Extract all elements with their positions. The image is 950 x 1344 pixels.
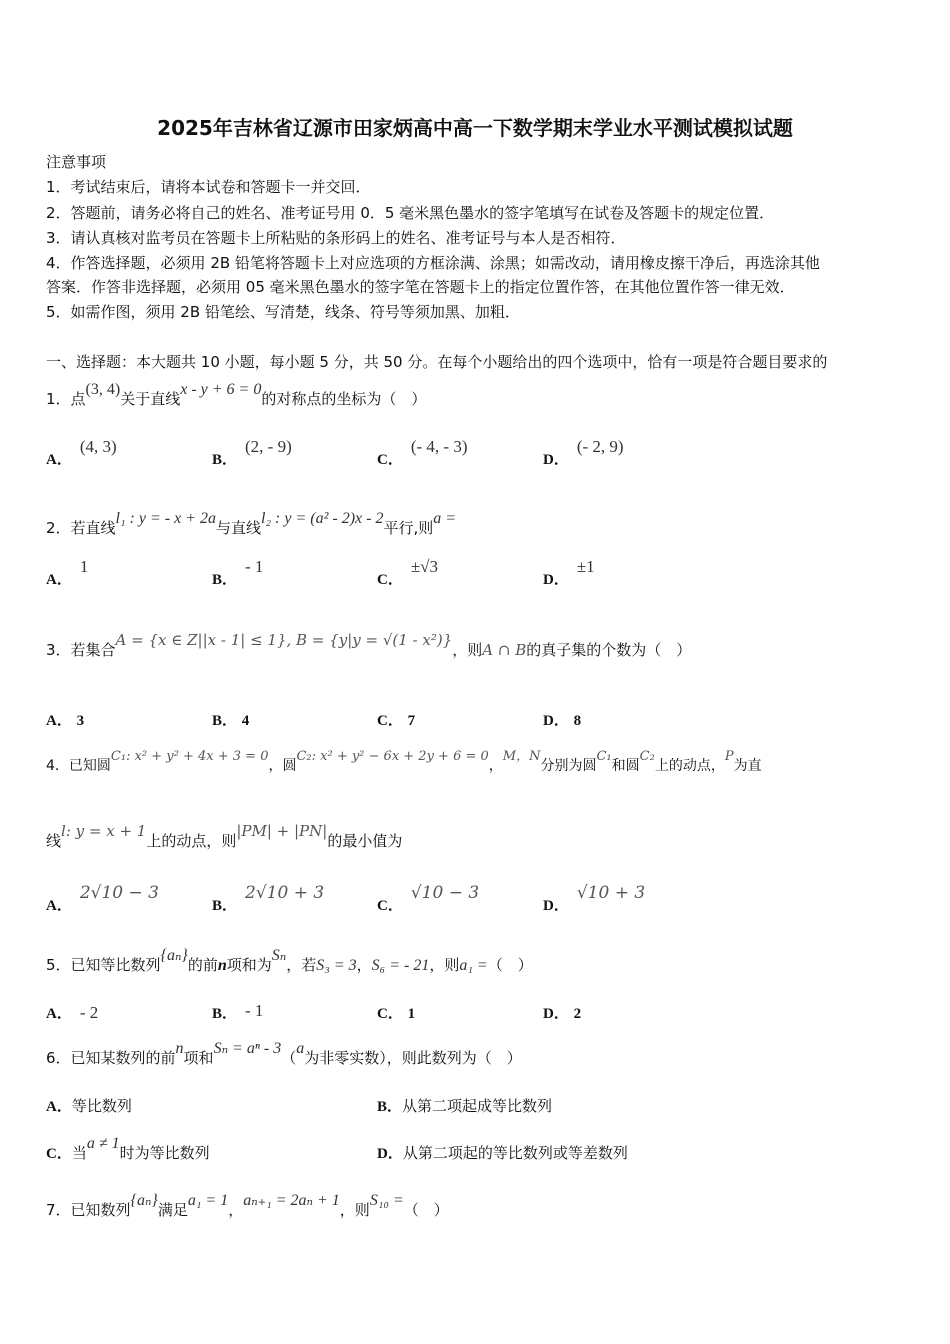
notice-item: 2．答题前，请务必将自己的姓名、准考证号用 0．5 毫米黑色墨水的签字笔填写在试卷及答题卡的规定位置． [46, 204, 775, 222]
q5-option-c: C． 1 [377, 1006, 416, 1022]
q1-math: (3, 4) [85, 381, 121, 398]
notice-heading: 注意事项 [46, 153, 107, 171]
q1-text: 关于直线 [120, 390, 181, 408]
q6-option-b: B．从第二项起成等比数列 [377, 1097, 553, 1115]
q2-math: l₂ : y = (a² - 2)x - 2 [261, 510, 384, 527]
q1-text: 1．点 [46, 390, 86, 408]
question-2 [46, 510, 902, 539]
q1-text: 的对称点的坐标为（ ） [261, 390, 427, 408]
question-5: 5．已知等比数列{aₙ}的前n项和为Sₙ，若S₃ = 3，S₆ = - 21，则a₁ =（ ） [46, 947, 533, 974]
q4-option-c: C．√10 − 3 [377, 883, 480, 914]
q3-text: 3．若集合 [46, 641, 116, 659]
q5-option-b: B． - 1 [212, 1001, 264, 1022]
page-title: 2025年吉林省辽源市田家炳高中高一下数学期末学业水平测试模拟试题 [157, 116, 793, 140]
q6-option-a: A．等比数列 [46, 1097, 132, 1115]
notice-item: 3．请认真核对监考员在答题卡上所粘贴的条形码上的姓名、准考证号与本人是否相符． [46, 229, 626, 247]
q1-option-b: B．(2, - 9) [212, 437, 292, 468]
section-heading: 一、选择题：本大题共 10 小题，每小题 5 分，共 50 分。在每个小题给出的四个选项中，恰有一项是符合题目要求的 [46, 353, 828, 371]
question-4: 4．已知圆C₁: x² + y² + 4x + 3 = 0，圆C₂: x² + y² − 6x + 2y + 6 = 0，M，N分别为圆C₁和圆C₂上的动点，P为直 [46, 749, 762, 774]
q2-option-b: B．- 1 [212, 557, 264, 588]
q1-option-d: D．(- 2, 9) [543, 437, 624, 468]
q3-option-c: C． 7 [377, 713, 416, 729]
q2-math: l₁ : y = - x + 2a [115, 510, 217, 527]
q2-text: 平行,则 [383, 519, 434, 537]
question-1 [46, 381, 902, 410]
q2-math: a = [433, 510, 457, 527]
q4-option-d: D．√10 + 3 [543, 883, 646, 914]
q3-option-b: B． 4 [212, 713, 250, 729]
q4-option-a: A．2√10 − 3 [46, 883, 159, 914]
q3-math: A = {x ∈ Z||x - 1| ≤ 1}, B = {y|y = √(1 - x²)} [115, 631, 453, 649]
q2-option-a: A．1 [46, 557, 89, 588]
q4-option-b: B．2√10 + 3 [212, 883, 325, 914]
question-3 [46, 631, 902, 660]
q2-text: 与直线 [216, 519, 262, 537]
q1-option-c: C．(- 4, - 3) [377, 437, 468, 468]
q3-math: A ∩ B [482, 641, 527, 659]
q6-option-c: C．当a ≠ 1时为等比数列 [46, 1135, 210, 1162]
q3-option-d: D． 8 [543, 713, 582, 729]
question-4-line2: 线l: y = x + 1上的动点，则|PM| + |PN|的最小值为 [46, 822, 403, 850]
notice-item: 1．考试结束后，请将本试卷和答题卡一并交回． [46, 178, 371, 196]
question-7: 7．已知数列{aₙ}满足a₁ = 1，aₙ₊₁ = 2aₙ + 1，则S₁₀ =（ ） [46, 1192, 449, 1219]
notice-item: 答案．作答非选择题，必须用 05 毫米黑色墨水的签字笔在答题卡上的指定位置作答，在其他位置作答一律无效． [46, 278, 795, 296]
notice-item: 4．作答选择题，必须用 2B 铅笔将答题卡上对应选项的方框涂满、涂黑；如需改动，请用橡皮擦干净后，再选涂其他 [46, 254, 820, 272]
q3-option-a: A． 3 [46, 713, 85, 729]
q1-option-a: A．(4, 3) [46, 437, 117, 468]
q6-option-d: D．从第二项起的等比数列或等差数列 [377, 1144, 628, 1162]
q5-option-a: A． - 2 [46, 1003, 99, 1022]
notice-item: 5．如需作图，须用 2B 铅笔绘、写清楚，线条、符号等须加黑、加粗． [46, 303, 520, 321]
q1-math: x - y + 6 = 0 [180, 381, 262, 398]
q3-text: ，则 [452, 641, 483, 659]
q5-option-d: D． 2 [543, 1006, 582, 1022]
q3-text: 的真子集的个数为（ ） [526, 641, 692, 659]
q2-option-d: D．±1 [543, 557, 595, 588]
question-6: 6．已知某数列的前n项和Sₙ = aⁿ - 3（a为非零实数），则此数列为（ ） [46, 1040, 522, 1067]
q2-text: 2．若直线 [46, 519, 116, 537]
q2-option-c: C．±√3 [377, 557, 439, 588]
